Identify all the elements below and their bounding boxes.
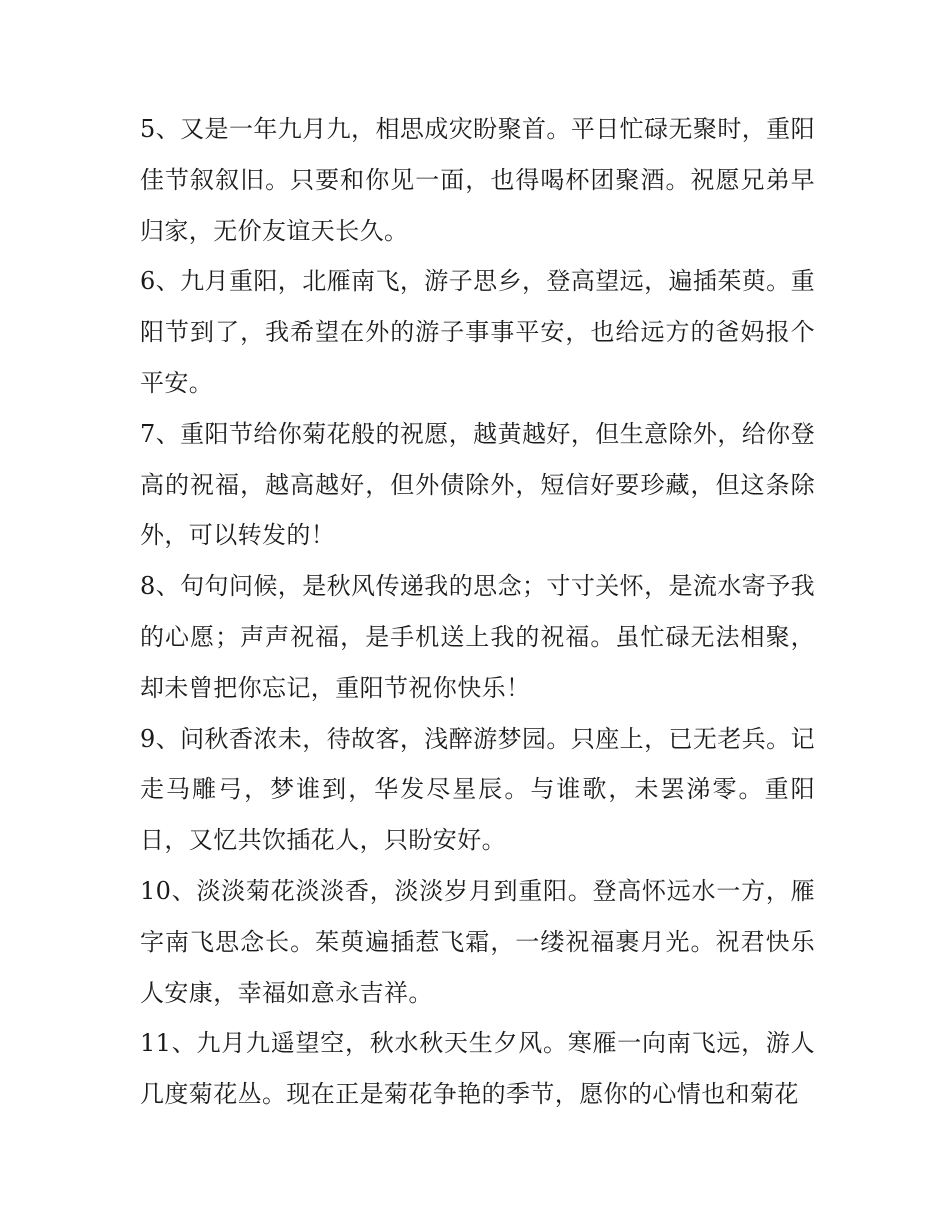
paragraph-11: 11、九月九遥望空，秋水秋天生夕风。寒雁一向南飞远，游人几度菊花丛。现在正是菊花争艳的季节，愿你的心情也和菊花 [140,1029,815,1109]
document-body [140,104,815,1120]
paragraph-10: 10、淡淡菊花淡淡香，淡淡岁月到重阳。登高怀远水一方，雁字南飞思念长。茱萸遍插惹飞霜，一缕祝福裹月光。祝君快乐人安康，幸福如意永吉祥。 [140,876,815,1007]
paragraph-7: 7、重阳节给你菊花般的祝愿，越黄越好，但生意除外，给你登高的祝福，越高越好，但外债除外，短信好要珍藏，但这条除外，可以转发的！ [140,419,815,550]
paragraph-6: 6、九月重阳，北雁南飞，游子思乡，登高望远，遍插茱萸。重阳节到了，我希望在外的游子事事平安，也给远方的爸妈报个平安。 [140,267,815,397]
paragraph-9: 9、问秋香浓未，待故客，浅醉游梦园。只座上，已无老兵。记走马雕弓，梦谁到，华发尽星辰。与谁歌，未罢涕零。重阳日，又忆共饮插花人，只盼安好。 [140,724,815,855]
paragraph-8: 8、句句问候，是秋风传递我的思念；寸寸关怀，是流水寄予我的心愿；声声祝福，是手机送上我的祝福。虽忙碌无法相聚，却未曾把你忘记，重阳节祝你快乐！ [140,572,815,702]
paragraph-5: 5、又是一年九月九，相思成灾盼聚首。平日忙碌无聚时，重阳佳节叙叙旧。只要和你见一面，也得喝杯团聚酒。祝愿兄弟早归家，无价友谊天长久。 [140,115,815,245]
